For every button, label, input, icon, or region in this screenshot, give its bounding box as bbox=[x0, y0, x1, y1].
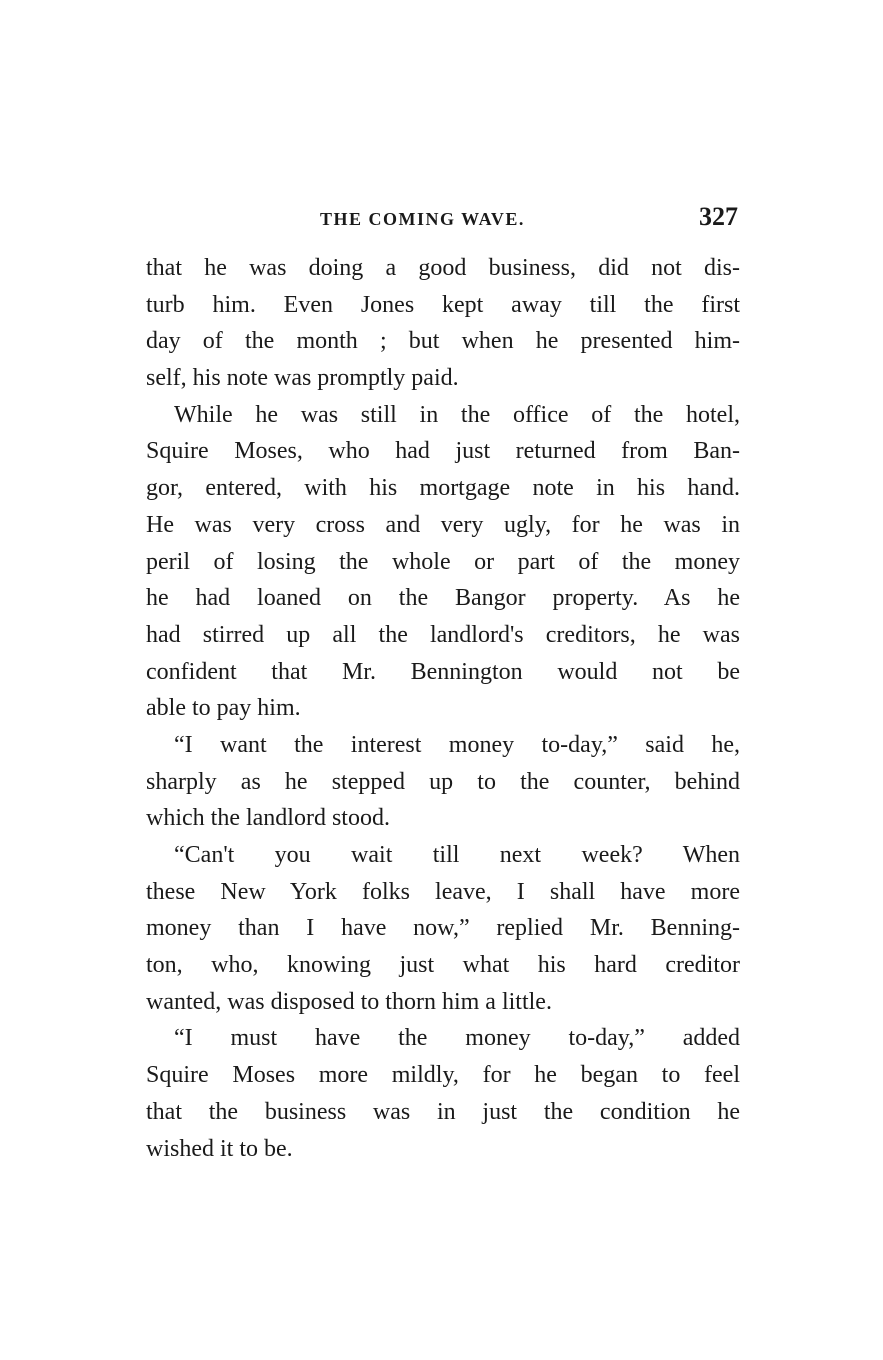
text-line: While he was still in the office of the hotel, bbox=[174, 401, 740, 428]
text-line: that the business was in just the condition he bbox=[146, 1098, 740, 1125]
text-line: gor, entered, with his mortgage note in his hand. bbox=[146, 475, 740, 502]
text-line: these New York folks leave, I shall have more bbox=[146, 878, 740, 905]
text-line: Squire Moses more mildly, for he began to feel bbox=[146, 1062, 740, 1089]
text-line: “Can't you wait till next week? When bbox=[174, 842, 740, 868]
text-line: had stirred up all the landlord's creditors, he was bbox=[146, 621, 740, 648]
body-text bbox=[146, 250, 740, 1167]
text-line: money than I have now,” replied Mr. Benning- bbox=[146, 915, 740, 942]
text-line: which the landlord stood. bbox=[146, 805, 390, 832]
text-line: able to pay him. bbox=[146, 695, 301, 722]
text-line: “I must have the money to-day,” added bbox=[174, 1025, 740, 1052]
text-line: wished it to be. bbox=[146, 1135, 293, 1162]
text-line: sharply as he stepped up to the counter, behind bbox=[146, 768, 740, 795]
text-line: day of the month ; but when he presented him- bbox=[146, 328, 740, 355]
text-line: ton, who, knowing just what his hard creditor bbox=[146, 952, 740, 979]
text-line: “I want the interest money to-day,” said he, bbox=[174, 731, 740, 758]
text-line: self, his note was promptly paid. bbox=[146, 365, 459, 392]
running-head bbox=[146, 204, 738, 234]
text-line: he had loaned on the Bangor property. As he bbox=[146, 585, 740, 612]
text-line: confident that Mr. Bennington would not be bbox=[146, 658, 740, 685]
page-number: 327 bbox=[699, 202, 738, 231]
text-line: turb him. Even Jones kept away till the first bbox=[146, 291, 740, 318]
text-line: He was very cross and very ugly, for he was in bbox=[146, 511, 740, 538]
text-line: Squire Moses, who had just returned from Ban- bbox=[146, 438, 740, 465]
text-line: wanted, was disposed to thorn him a little. bbox=[146, 988, 552, 1015]
running-title: THE COMING WAVE. bbox=[320, 209, 525, 229]
text-line: peril of losing the whole or part of the money bbox=[146, 548, 740, 575]
text-line: that he was doing a good business, did not dis- bbox=[146, 255, 740, 281]
